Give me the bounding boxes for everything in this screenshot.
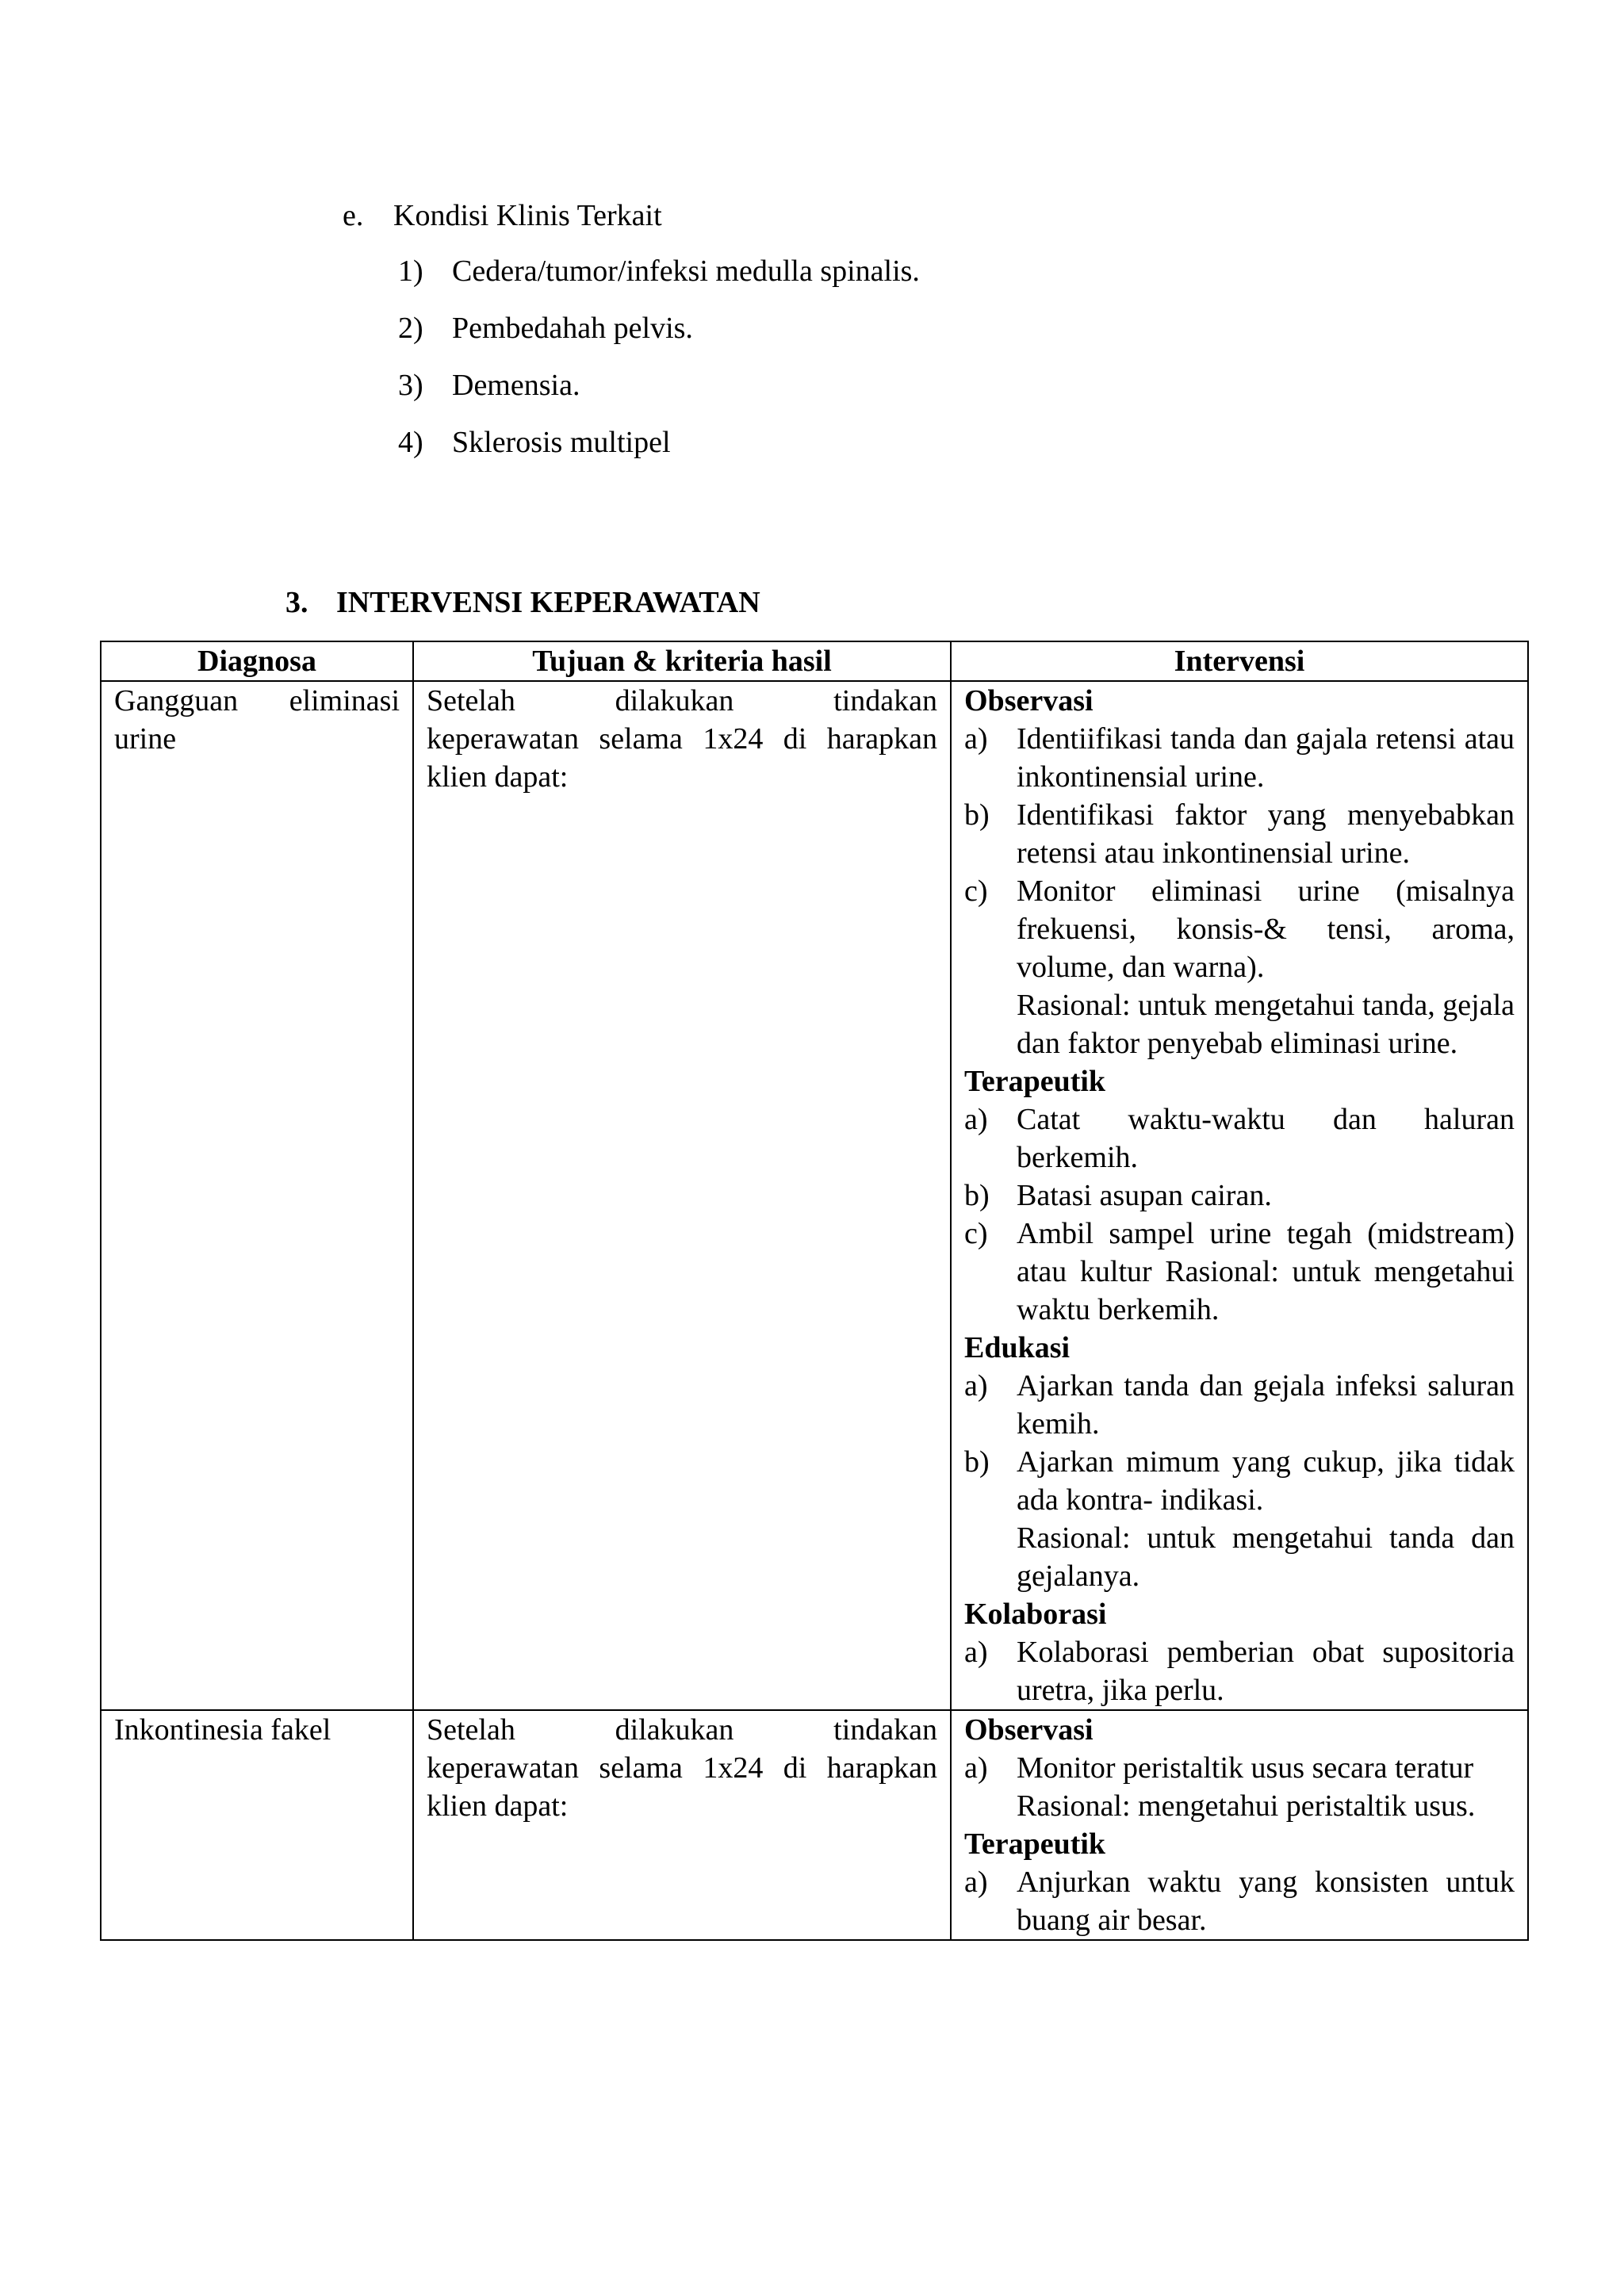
list-item: c) Monitor eliminasi urine (misalnya frekuensi, konsis-& tensi, aroma, volume, dan warna). xyxy=(964,874,1515,984)
subsection-heading xyxy=(343,197,662,235)
cell-diagnosa: Inkontinesia fakel xyxy=(101,1710,413,1940)
list-item: c) Ambil sampel urine tegah (midstream) atau kultur Rasional: untuk mengetahui waktu berkemih. xyxy=(964,1217,1515,1326)
category-observasi: Observasi xyxy=(964,684,1094,718)
cell-tujuan: Setelah dilakukan tindakan keperawatan selama 1x24 di harapkan klien dapat: xyxy=(413,1710,951,1940)
list-item: a) Anjurkan waktu yang konsisten untuk buang air besar. xyxy=(964,1866,1515,1937)
list-item: b) Ajarkan mimum yang cukup, jika tidak ada kontra- indikasi. xyxy=(964,1445,1515,1517)
section-title: INTERVENSI KEPERAWATAN xyxy=(336,586,760,619)
section-number: 3. xyxy=(285,586,308,619)
section-heading xyxy=(285,584,760,622)
list-item: a) Ajarkan tanda dan gejala infeksi saluran kemih. xyxy=(964,1369,1515,1441)
category-terapeutik: Terapeutik xyxy=(964,1065,1106,1098)
rasional-text: Rasional: mengetahui peristaltik usus. xyxy=(1017,1789,1476,1823)
table-header-row xyxy=(101,641,1528,681)
cell-intervensi xyxy=(951,681,1528,1710)
intervention-table xyxy=(100,641,1529,1941)
category-kolaborasi: Kolaborasi xyxy=(964,1598,1107,1631)
category-terapeutik: Terapeutik xyxy=(964,1827,1106,1861)
rasional-text: Rasional: untuk mengetahui tanda, gejala dan faktor penyebab eliminasi urine. xyxy=(1017,989,1515,1060)
header-intervensi: Intervensi xyxy=(951,641,1528,681)
header-tujuan: Tujuan & kriteria hasil xyxy=(413,641,951,681)
table-row xyxy=(101,681,1528,1710)
subsection-label: e. xyxy=(343,199,364,232)
subsection-title: Kondisi Klinis Terkait xyxy=(393,199,662,232)
cell-diagnosa: Gangguan eliminasi urine xyxy=(101,681,413,1710)
clinical-conditions-list xyxy=(398,252,920,480)
list-item: a) Identiifikasi tanda dan gajala retensi atau inkontinensial urine. xyxy=(964,722,1515,794)
list-item: 2) Pembedahah pelvis. xyxy=(398,312,693,345)
cell-intervensi xyxy=(951,1710,1528,1940)
list-item: a) Catat waktu-waktu dan haluran berkemih. xyxy=(964,1103,1515,1174)
table-row xyxy=(101,1710,1528,1940)
list-item: b) Batasi asupan cairan. xyxy=(964,1179,1272,1212)
list-item: a) Monitor peristaltik usus secara teratur xyxy=(964,1751,1474,1785)
cell-tujuan: Setelah dilakukan tindakan keperawatan selama 1x24 di harapkan klien dapat: xyxy=(413,681,951,1710)
header-diagnosa: Diagnosa xyxy=(101,641,413,681)
list-item: 4) Sklerosis multipel xyxy=(398,426,671,459)
category-observasi: Observasi xyxy=(964,1713,1094,1747)
rasional-text: Rasional: untuk mengetahui tanda dan gejalanya. xyxy=(1017,1521,1515,1593)
list-item: a) Kolaborasi pemberian obat supositoria uretra, jika perlu. xyxy=(964,1636,1515,1707)
list-item: b) Identifikasi faktor yang menyebabkan retensi atau inkontinensial urine. xyxy=(964,798,1515,870)
list-item: 3) Demensia. xyxy=(398,369,580,402)
category-edukasi: Edukasi xyxy=(964,1331,1071,1364)
list-item: 1) Cedera/tumor/infeksi medulla spinalis. xyxy=(398,254,920,288)
